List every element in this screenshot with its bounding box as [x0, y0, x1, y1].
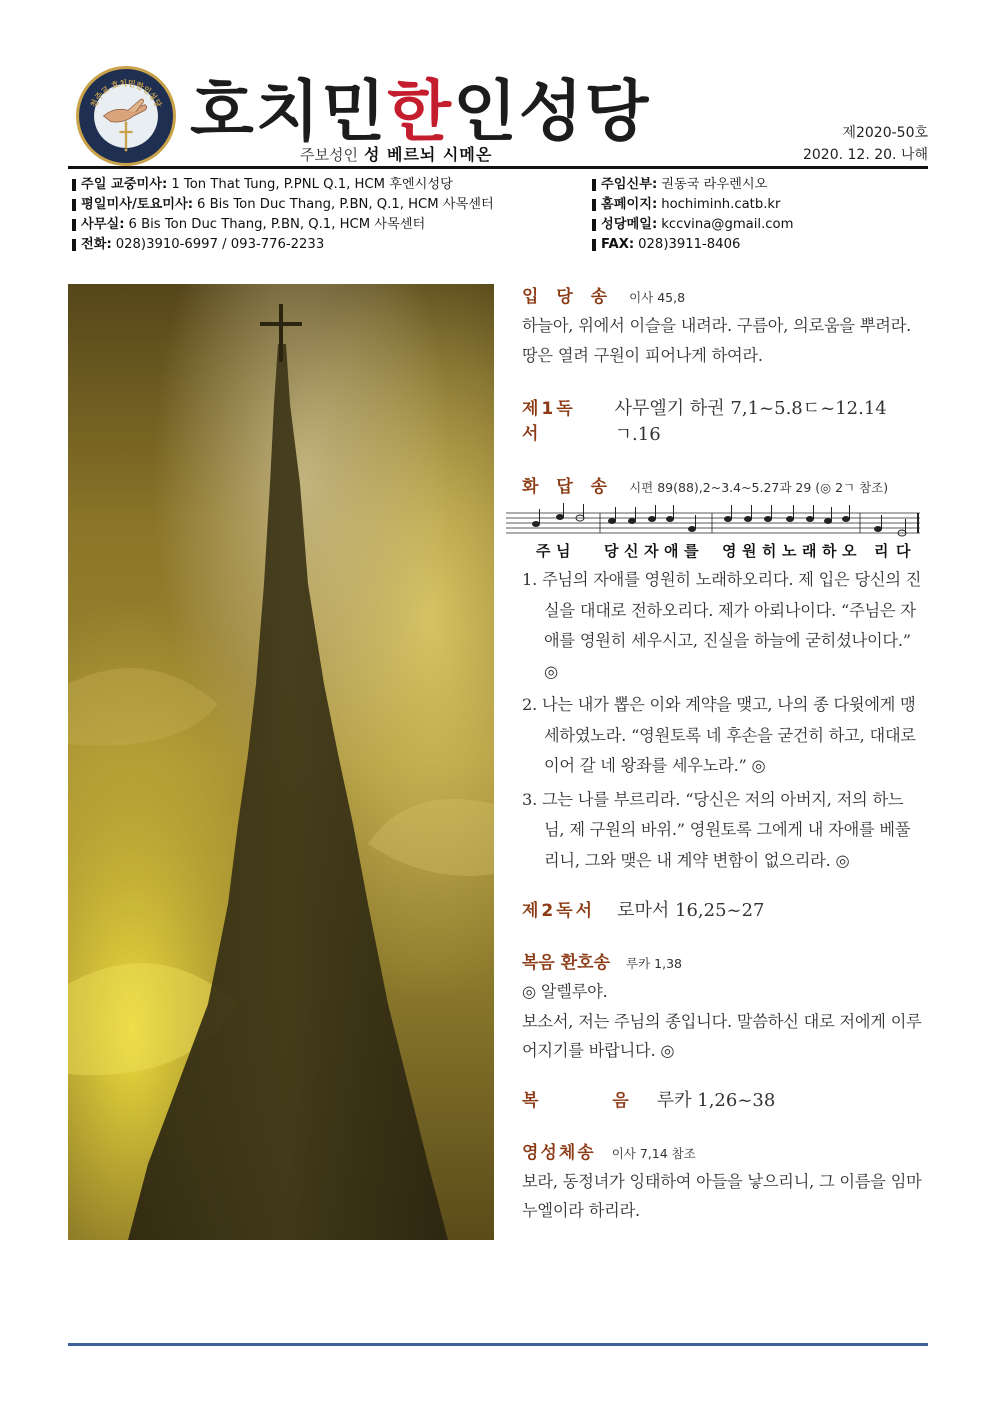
- patron-name: 성 베르뇌 시메온: [363, 145, 493, 164]
- bullet-icon: [592, 239, 596, 251]
- entrance-antiphon-text: 하늘아, 위에서 이슬을 내려라. 구름아, 의로움을 뿌려라. 땅은 열려 구원이 피어나게 하여라.: [522, 316, 912, 365]
- info-row: [72, 215, 572, 235]
- section-ref: 사무엘기 하권 7,1~5.8ㄷ~12.14ㄱ.16: [614, 398, 887, 445]
- info-label: 주일 교중미사:: [81, 177, 168, 192]
- info-row: [72, 175, 572, 195]
- title-char: 성: [518, 72, 585, 150]
- patron-label: 주보성인: [300, 146, 358, 164]
- section-ref: 이사 7,14 참조: [611, 1145, 696, 1161]
- section-ref: 루카 1,26~38: [656, 1089, 776, 1111]
- communion-antiphon-header: [522, 1138, 922, 1163]
- lyric-syllable: 노: [782, 542, 797, 560]
- title-char: 당: [584, 72, 651, 150]
- liturgy-column: [522, 282, 922, 1226]
- issue-number: 제2020-50호: [842, 125, 928, 141]
- psalm-verse: 1. 주님의 자애를 영원히 노래하오리다. 제 입은 당신의 진실을 대대로 전하오리다. 제가 아뢰나이다. “주님은 자애를 영원히 세우시고, 진실을 하늘에 굳히셨나이다.” ◎: [522, 570, 922, 681]
- psalm-header: [522, 472, 922, 497]
- lyric-syllable: 자: [644, 542, 659, 560]
- info-label: FAX:: [601, 237, 635, 252]
- bullet-icon: [72, 219, 76, 231]
- info-row: [592, 195, 932, 215]
- section-title: 제2독서: [522, 901, 596, 921]
- cover-photo: [68, 284, 494, 1240]
- psalm-refrain-music: [506, 503, 920, 561]
- lyric-syllable: 히: [762, 542, 777, 560]
- title-char: 치: [255, 72, 322, 150]
- gospel-acclamation-header: [522, 948, 922, 973]
- lyric-syllable: 를: [684, 542, 699, 560]
- second-reading-header: [522, 896, 922, 922]
- cross-reflection-image: [68, 284, 494, 1240]
- info-label: 평일미사/토요미사:: [81, 197, 194, 212]
- gospel-acclamation-text: 보소서, 저는 주님의 종입니다. 말씀하신 대로 저에게 이루어지기를 바랍니다. ◎: [522, 1011, 922, 1060]
- title-char: 한: [387, 72, 454, 150]
- issue-date: 2020. 12. 20. 나해: [802, 147, 928, 163]
- info-row: [592, 235, 932, 255]
- praying-hands-cross-icon: [79, 69, 173, 163]
- parish-logo: [76, 66, 176, 166]
- gospel-header: [522, 1086, 922, 1112]
- parish-title: [190, 66, 651, 150]
- section-title: 제1독서: [522, 399, 576, 444]
- section-title: 복 음: [522, 1090, 663, 1111]
- lyric-syllable: 신: [624, 542, 639, 560]
- info-label: 전화:: [81, 237, 112, 252]
- section-ref: 루카 1,38: [626, 956, 682, 971]
- section-ref: 시편 89(88),2~3.4~5.27과 29 (◎ 2ㄱ 참조): [629, 480, 889, 495]
- section-title: 영성체송: [522, 1142, 596, 1163]
- section-ref: 로마서 16,25~27: [617, 900, 765, 921]
- info-row: [592, 175, 932, 195]
- lyric-syllable: 애: [664, 542, 679, 560]
- info-row: [72, 195, 572, 215]
- bullet-icon: [592, 179, 596, 191]
- homepage-link[interactable]: hochiminh.catb.kr: [661, 197, 781, 212]
- first-reading-header: [522, 394, 922, 446]
- bullet-icon: [592, 199, 596, 211]
- title-char: 호: [190, 72, 256, 150]
- info-value: 028)3910-6997 / 093-776-2233: [115, 237, 325, 252]
- info-label: 주임신부:: [601, 177, 658, 192]
- info-value: 6 Bis Ton Duc Thang, P.BN, Q.1, HCM 사목센터: [197, 197, 494, 212]
- info-left: [72, 175, 572, 255]
- section-title: 복음 환호송: [522, 953, 611, 973]
- bullet-icon: [72, 179, 76, 191]
- lyric-syllable: 님: [556, 542, 571, 560]
- info-right: [592, 175, 932, 255]
- lyric-syllable: 주: [536, 542, 551, 560]
- section-ref: 이사 45,8: [629, 290, 686, 305]
- bullet-icon: [592, 219, 596, 231]
- psalm-verse: 3. 그는 나를 부르리라. “당신은 저의 아버지, 저의 하느님, 제 구원의 바위.” 영원토록 그에게 내 자애를 베풀리니, 그와 맺은 내 계약 변함이 없으리라. ◎: [522, 789, 911, 870]
- lyric-syllable: 리: [874, 542, 889, 560]
- psalm-verses: [522, 565, 922, 876]
- info-value: 028)3911-8406: [638, 237, 741, 252]
- info-value: 1 Ton That Tung, P.PNL Q.1, HCM 후엔시성당: [171, 177, 453, 192]
- info-label: 사무실:: [81, 217, 125, 232]
- info-row: [72, 235, 572, 255]
- logo-text: 천주교 호치민한인성당: [89, 78, 163, 109]
- footer-divider: [68, 1343, 928, 1346]
- section-title: 화 답 송: [522, 477, 614, 497]
- patron-saint: [300, 142, 492, 165]
- music-staff: [506, 503, 920, 543]
- lyric-syllable: 영: [722, 542, 737, 560]
- lyric-syllable: 하: [822, 542, 837, 560]
- entrance-antiphon-header: [522, 282, 922, 307]
- info-value: 6 Bis Ton Duc Thang, P.BN, Q.1, HCM 사목센터: [128, 217, 426, 232]
- lyric-syllable: 원: [742, 542, 757, 560]
- lyric-syllable: 오: [842, 542, 857, 560]
- psalm-verse: 2. 나는 내가 뽑은 이와 계약을 맺고, 나의 종 다윗에게 맹세하였노라. “영원토록 네 후손을 굳건히 하고, 대대로 이어 갈 네 왕좌를 세우노라.” ◎: [522, 695, 916, 775]
- header-divider: [68, 166, 928, 169]
- section-title: 입 당 송: [522, 287, 614, 307]
- lyric-syllable: 당: [604, 542, 619, 560]
- bullet-icon: [72, 239, 76, 251]
- info-label: 홈페이지:: [601, 197, 658, 212]
- info-label: 성당메일:: [601, 217, 658, 232]
- bullet-icon: [72, 199, 76, 211]
- email-link[interactable]: kccvina@gmail.com: [661, 217, 794, 232]
- title-char: 인: [453, 72, 519, 150]
- lyric-syllable: 래: [802, 542, 817, 560]
- info-row: [592, 215, 932, 235]
- alleluia-line: ◎ 알렐루야.: [522, 982, 608, 1001]
- refrain-lyrics: [506, 540, 920, 562]
- info-value: 권동국 라우렌시오: [661, 177, 768, 192]
- title-char: 민: [321, 72, 388, 150]
- communion-antiphon-text: 보라, 동정녀가 잉태하여 아들을 낳으리니, 그 이름을 임마누엘이라 하리라.: [522, 1171, 922, 1220]
- lyric-syllable: 다: [896, 542, 911, 560]
